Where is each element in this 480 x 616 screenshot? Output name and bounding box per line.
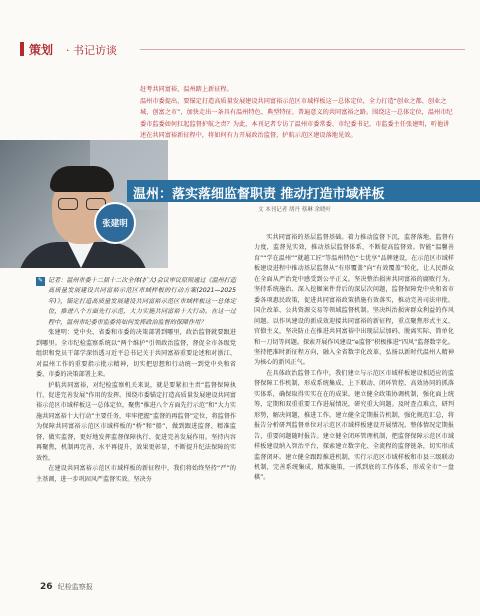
article-title-banner (127, 180, 480, 202)
answer-paragraph: 实共同富裕的基层监督基础。着力推动监督下沉，监督落地，监督有力度，监督见实效，推动基层监督体系，不断提高监督效。智能“温馨善育”“学在温州”“就越工匠”等温州特色“七优享”品牌建设，在示范区市域样板建设进程中推动基层监督从“有形覆盖”向“有效覆盖”转化，让人民群众在全面从严治党中感受到公平正义。坚决整治损害共同富裕的腐败行为。坚持系统施治、深入挖掘案件背后的深层次问题，监督保障党中央和省市委各项惠民政策，促进共同富裕政策措施有效落实，推动完善司法审批、国企改革、公共资源交易等领域监督机制。坚决纠治损害群众利益的作风问题。以作风建设的新成效迎接共同富裕的新征程，重点聚焦形式主义、官僚主义，坚决防止在推进共同富裕中出现层层加码、脱离实际、简单化和一刀切等问题。探索开展作风建设“e监督”积极推进“四风”监督数字化。坚持把准时新征程方向，融入全省数字化改革，弘扬以新时代温州人精神为核心的新风正气。 (254, 234, 454, 367)
page-number: 26 (40, 582, 53, 592)
byline: 文 本刊记者 胡丹 蔡琳 余晓叶 (258, 207, 331, 213)
answer-paragraph: 张建明：党中央、省委和市委的决策部署到哪里，政治监督就要跟进到哪里。全市纪检监察系统以“两个维护”引领政治监督，督促全市各级党组织和党员干部学深悟透习近平总书记关于共同富裕重要论述和对浙江、对温州工作的重要指示批示精神，切实把思想和行动统一到党中央和省委、市委的决策部署上来。 (36, 329, 236, 379)
section-bar (20, 42, 24, 56)
answer-paragraph: 护航共同富裕，对纪检监察机关来说，就是要紧扣主责“监督保障执行，促进完善发展”作用的发挥。围绕市委锚定打造高质量发展建设共同富裕示范区市域样板这一总体定位，聚焦“推进八个方面先行示范”和“大力实施共同富裕十大行动”主要任务，牢牢把握“监督的再监督”定位，将监督作为保障共同富裕示范区市域样板的“桥”和“船”，做到跟进监督、精准监督、做实监督，更好地发挥监督保障执行、促进完善发展作用。坚持内容再聚焦，机制再完善，水平再提升，效果更彰显，不断提升纪法保障的实效性。 (36, 381, 236, 462)
section-header (20, 38, 470, 60)
intro-body: 温州市委提出，要锚定打造高质量发展建设共同富裕示范区市域样板这一总体定位，全力打造“创业之都、创业之城、创富之市”，加快走出一条具有温州特色、典型特征、普遍意义的共同富裕之路。围绕这一总体定位，温州市纪委市监委如何扛起监督护航之责？为此，本刊记者专访了温州市委常委、市纪委书记、市监委主任张建明，听他讲述在共同富裕新征程中，将如何有力开展政治监督，护航示范区建设落地见效。 (140, 97, 453, 140)
right-column (254, 233, 454, 484)
intro-lead: 赶考共同富裕，温州踏上新征程。 (140, 86, 233, 93)
section-title: 策划 (29, 43, 54, 57)
answer-paragraph: 在建设共同富裕示范区市域样板的新征程中，我们将始终坚持“严”的主基调，进一步巩固风严监督实效。坚决夯 (36, 465, 236, 483)
left-column (36, 276, 236, 485)
article-title: 温州：落实落细监督职责 推动打造市域样板 (133, 187, 385, 202)
section-subtitle: · 书记访谈 (66, 44, 117, 57)
reporter-question (36, 276, 236, 328)
page-footer (40, 582, 93, 592)
interviewee-name-badge: 张建明 (94, 202, 136, 244)
answer-paragraph: 在具体政治监督工作中，我们建立与示范区市域样板建设相适应的监督保障工作机制，形成系统集成、上下联动、闭环管控、高效协同的抓落实体系，确保取得实实在在的成果。建立健全政策协调机制，强化面上统筹，定期和双重重要工作进展情况，研究重大问题。及时查点难点，研判形势，解决问题，推进工作。建立健全定期报告机制，强化规范汇总，将报告分析研判监督单位对示范区市域样板建设开展情况。整体情况定期报告，重要问题随时报告。建立健全闭环管理机制，把监督保障示范区市域样板建设纳入智治平台，探索建立数字化、全流程的监督链条，切实形成监督闭环。建立健全跟踪推进机制，实行示范区市域样板和市县三级联动机制，完善系统集成，精准施策，一抓到底的工作体系，形成全市“一盘棋”。 (254, 369, 454, 482)
pen-icon: ✎ (37, 277, 44, 285)
header-rule (140, 49, 465, 50)
portrait-photo (0, 140, 168, 268)
intro-block (140, 84, 455, 142)
question-text: 记者：温州市委十二届十二次全体(扩大)会议审议原则通过《温州打造高质量发展建设共同富裕示范区市域样板的行动方案(2021—2025年)》，锚定打造高质量发展建设共同富裕示范区市域样板这一总体定位，推进八个方面先行示范，大力实施共同富裕十大行动。在这一过程中，温州市纪委市监委将如何发挥政治监督的保障作用？ (48, 277, 236, 326)
journal-name: 纪检监察报 (57, 583, 93, 591)
